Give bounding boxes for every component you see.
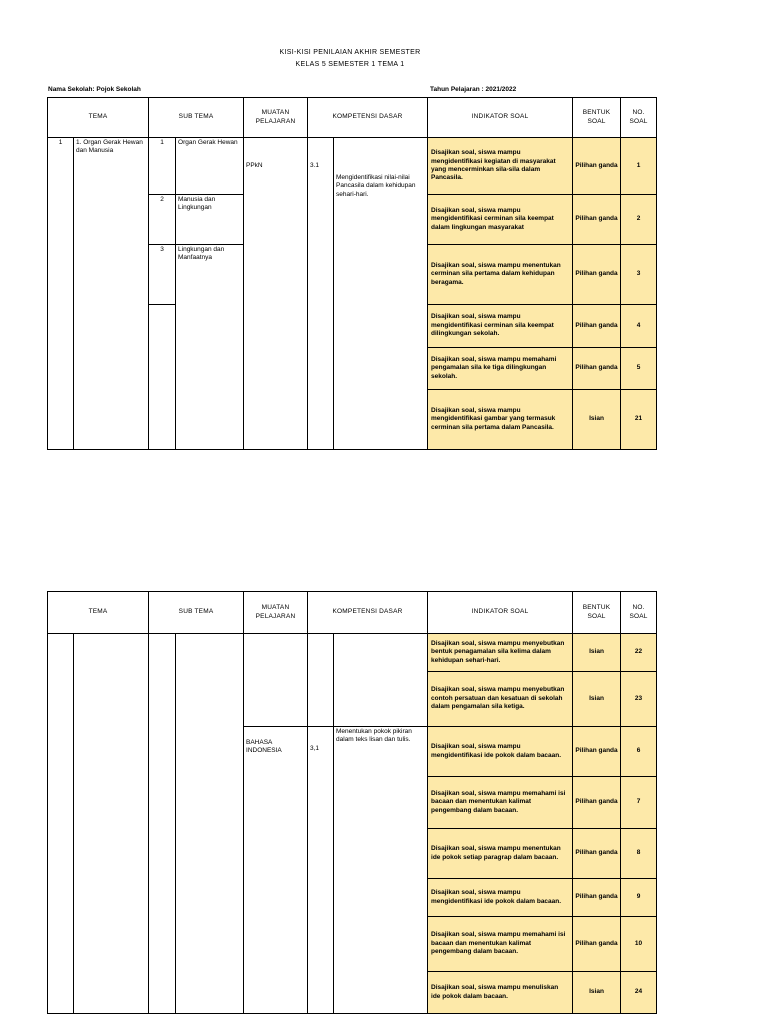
- nomor-soal: 21: [621, 390, 657, 450]
- tema-empty: [74, 634, 149, 1014]
- indikator-text: Disajikan soal, siswa mampu mengidentifikasi kegiatan di masyarakat yang mencerminkan sila-sila dalam Pancasila.: [428, 138, 573, 195]
- indikator-text: Disajikan soal, siswa mampu memahami isi bacaan dan menentukan kalimat pengembang dalam bacaan.: [428, 777, 573, 829]
- kd-number-empty: [308, 634, 334, 727]
- tema-name: 1. Organ Gerak Hewan dan Manusia: [74, 138, 149, 450]
- school-name: Nama Sekolah: Pojok Sekolah: [48, 86, 141, 93]
- col-bentuk: BENTUK SOAL: [573, 98, 621, 138]
- nomor-soal: 7: [621, 777, 657, 829]
- kisi-kisi-table-1: [47, 97, 657, 450]
- indikator-text: Disajikan soal, siswa mampu menentukan ide pokok setiap paragrap dalam bacaan.: [428, 829, 573, 879]
- indikator-text: Disajikan soal, siswa mampu menyebutkan contoh persatuan dan kesatuan di sekolah dalam pengamalan sila ketiga.: [428, 672, 573, 727]
- col-tema: TEMA: [48, 592, 149, 634]
- col-indikator: INDIKATOR SOAL: [428, 592, 573, 634]
- bentuk-soal: Pilihan ganda: [573, 829, 621, 879]
- document-title: KISI-KISI PENILAIAN AKHIR SEMESTER: [279, 49, 421, 56]
- col-muatan: MUATAN PELAJARAN: [244, 98, 308, 138]
- subtema-name: Organ Gerak Hewan: [176, 138, 244, 195]
- subtema-empty: [176, 634, 244, 1014]
- subtema-name: Manusia dan Lingkungan: [176, 195, 244, 245]
- bentuk-soal: Pilihan ganda: [573, 245, 621, 305]
- indikator-text: Disajikan soal, siswa mampu mengidentifikasi ide pokok dalam bacaan.: [428, 727, 573, 777]
- nomor-soal: 3: [621, 245, 657, 305]
- bentuk-soal: Pilihan ganda: [573, 305, 621, 348]
- bentuk-soal: Pilihan ganda: [573, 777, 621, 829]
- kd-number: 3.1: [308, 138, 334, 450]
- bentuk-soal: Pilihan ganda: [573, 348, 621, 390]
- nomor-soal: 23: [621, 672, 657, 727]
- table-header: [48, 592, 657, 634]
- subtema-number-empty: [149, 305, 176, 450]
- indikator-text: Disajikan soal, siswa mampu mengidentifikasi cerminan sila keempat dilingkungan sekolah.: [428, 305, 573, 348]
- nomor-soal: 24: [621, 972, 657, 1014]
- table-row: [48, 634, 657, 672]
- col-subtema: SUB TEMA: [149, 592, 244, 634]
- kd-number: 3,1: [308, 727, 334, 1014]
- bentuk-soal: Pilihan ganda: [573, 195, 621, 245]
- nomor-soal: 10: [621, 917, 657, 972]
- nomor-soal: 22: [621, 634, 657, 672]
- tema-number: 1: [48, 138, 74, 450]
- subtema-name: Lingkungan dan Manfaatnya: [176, 245, 244, 450]
- nomor-soal: 9: [621, 879, 657, 917]
- bentuk-soal: Pilihan ganda: [573, 138, 621, 195]
- subtema-empty: [149, 634, 176, 1014]
- indikator-text: Disajikan soal, siswa mampu menyebutkan bentuk penagamalan sila kelima dalam kehidupan sehari-hari.: [428, 634, 573, 672]
- bentuk-soal: Isian: [573, 390, 621, 450]
- muatan-ppkn: PPkN: [244, 138, 308, 450]
- bentuk-soal: Isian: [573, 972, 621, 1014]
- muatan-empty: [244, 634, 308, 727]
- col-no: NO. SOAL: [621, 98, 657, 138]
- bentuk-soal: Pilihan ganda: [573, 917, 621, 972]
- nomor-soal: 5: [621, 348, 657, 390]
- col-subtema: SUB TEMA: [149, 98, 244, 138]
- col-indikator: INDIKATOR SOAL: [428, 98, 573, 138]
- bentuk-soal: Isian: [573, 634, 621, 672]
- nomor-soal: 6: [621, 727, 657, 777]
- nomor-soal: 4: [621, 305, 657, 348]
- col-muatan: MUATAN PELAJARAN: [244, 592, 308, 634]
- table-row: [48, 138, 657, 195]
- subtema-number: 3: [149, 245, 176, 305]
- nomor-soal: 2: [621, 195, 657, 245]
- col-kompetensi: KOMPETENSI DASAR: [308, 98, 428, 138]
- school-year: Tahun Pelajaran : 2021/2022: [430, 86, 517, 93]
- indikator-text: Disajikan soal, siswa mampu mengidentifikasi cerminan sila keempat dalam lingkungan masyarakat: [428, 195, 573, 245]
- nomor-soal: 8: [621, 829, 657, 879]
- indikator-text: Disajikan soal, siswa mampu menentukan cerminan sila pertama dalam kehidupan beragama.: [428, 245, 573, 305]
- col-kompetensi: KOMPETENSI DASAR: [308, 592, 428, 634]
- muatan-bahasa-indonesia: BAHASA INDONESIA: [244, 727, 308, 1014]
- tema-empty: [48, 634, 74, 1014]
- subtema-number: 2: [149, 195, 176, 245]
- bentuk-soal: Isian: [573, 672, 621, 727]
- kisi-kisi-table-2: [47, 591, 657, 1014]
- indikator-text: Disajikan soal, siswa mampu mengidentifikasi gambar yang termasuk cerminan sila pertama dalam Pancasila.: [428, 390, 573, 450]
- col-bentuk: BENTUK SOAL: [573, 592, 621, 634]
- table-header: [48, 98, 657, 138]
- kd-text-empty: [334, 634, 428, 727]
- nomor-soal: 1: [621, 138, 657, 195]
- kd-text: Menentukan pokok pikiran dalam teks lisan dan tulis.: [334, 727, 428, 1014]
- indikator-text: Disajikan soal, siswa mampu menuliskan ide pokok dalam bacaan.: [428, 972, 573, 1014]
- kd-text: Mengidentifikasi nilai-nilai Pancasila dalam kehidupan sehari-hari.: [334, 138, 428, 450]
- document-subtitle: KELAS 5 SEMESTER 1 TEMA 1: [295, 61, 405, 68]
- indikator-text: Disajikan soal, siswa mampu memahami pengamalan sila ke tiga dilingkungan sekolah.: [428, 348, 573, 390]
- indikator-text: Disajikan soal, siswa mampu memahami isi bacaan dan menentukan kalimat pengembang dalam bacaan.: [428, 917, 573, 972]
- col-tema: TEMA: [48, 98, 149, 138]
- col-no: NO. SOAL: [621, 592, 657, 634]
- indikator-text: Disajikan soal, siswa mampu mengidentifikasi ide pokok dalam bacaan.: [428, 879, 573, 917]
- bentuk-soal: Pilihan ganda: [573, 727, 621, 777]
- bentuk-soal: Pilihan ganda: [573, 879, 621, 917]
- subtema-number: 1: [149, 138, 176, 195]
